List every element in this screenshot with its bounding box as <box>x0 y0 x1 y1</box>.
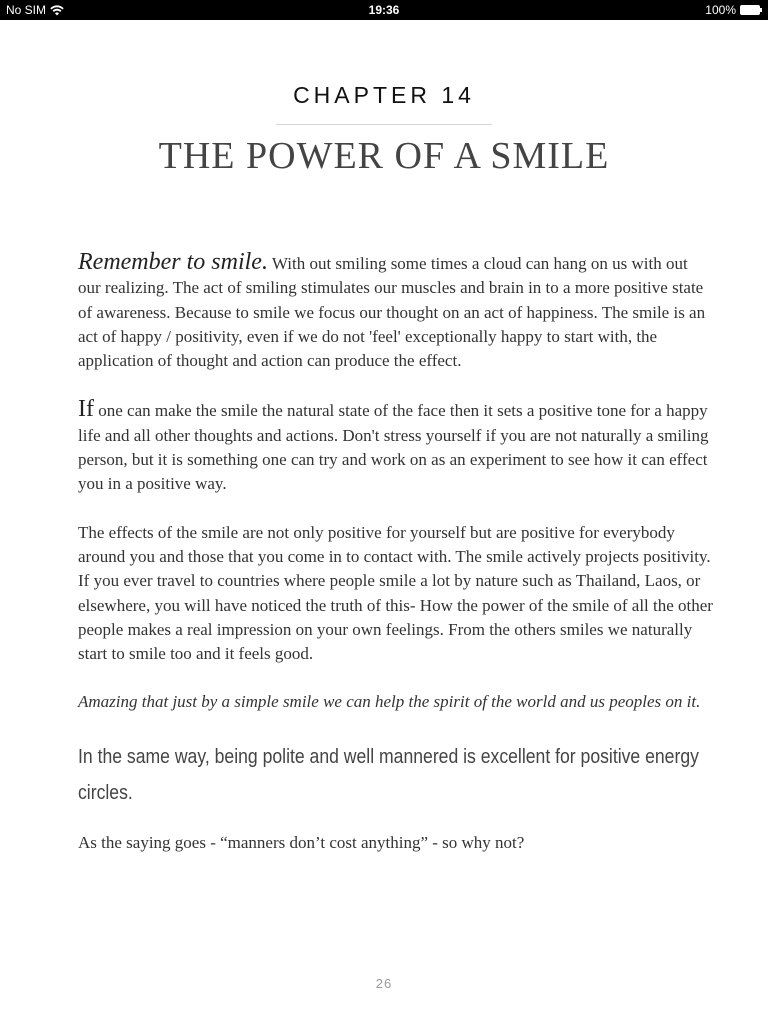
paragraph-6: As the saying goes - “manners don’t cost anything” - so why not? <box>78 832 525 852</box>
status-bar <box>0 0 768 20</box>
status-right <box>705 3 762 17</box>
page-number: 26 <box>375 976 393 991</box>
battery-percent: 100% <box>705 3 736 17</box>
paragraph-2-initial: If <box>78 396 94 423</box>
carrier-label: No SIM <box>6 3 47 17</box>
chapter-body <box>78 250 714 879</box>
chapter-label: CHAPTER 14 <box>293 82 475 108</box>
chapter-title: THE POWER OF A SMILE <box>158 135 610 177</box>
chapter-divider <box>276 124 492 125</box>
status-time: 19:36 <box>368 3 400 17</box>
paragraph-2 <box>78 397 714 496</box>
lead-phrase: Remember to smile. <box>78 249 268 275</box>
paragraph-2-text: one can make the smile the natural state of the face then it sets a positive tone for a happy life and all other thoughts and actions. Don't stress yourself if you are not naturally a smiling person, but it is something one can try and work on as an experiment to see how it can effect you in a positive way. <box>78 401 709 494</box>
paragraph-1 <box>78 250 714 373</box>
paragraph-4: Amazing that just by a simple smile we can help the spirit of the world and us peoples on it. <box>78 692 701 712</box>
paragraph-3: The effects of the smile are not only positive for yourself but are positive for everybody around you and those that you come in to contact with. The smile actively projects positivity. If you ever travel to countries where people smile a lot by nature such as Thailand, Laos, or elsewhere, you will have noticed the truth of this- How the power of the smile of all the other people makes a real impression on your own feelings. From the others smiles we naturally start to smile too and it feels good. <box>78 522 713 664</box>
paragraph-5: In the same way, being polite and well mannered is excellent for positive energy circles. <box>78 745 699 804</box>
battery-full-icon <box>740 5 762 15</box>
paragraph-1-text: With out smiling some times a cloud can hang on us with out our realizing. The act of smiling stimulates our muscles and brain in to a more positive state of awareness. Because to smile we focus our thought on an act of happiness. The smile is an act of happy / positivity, even if we do not 'feel' exceptionally happy to start with, the application of thought and action can produce the effect. <box>78 254 706 371</box>
